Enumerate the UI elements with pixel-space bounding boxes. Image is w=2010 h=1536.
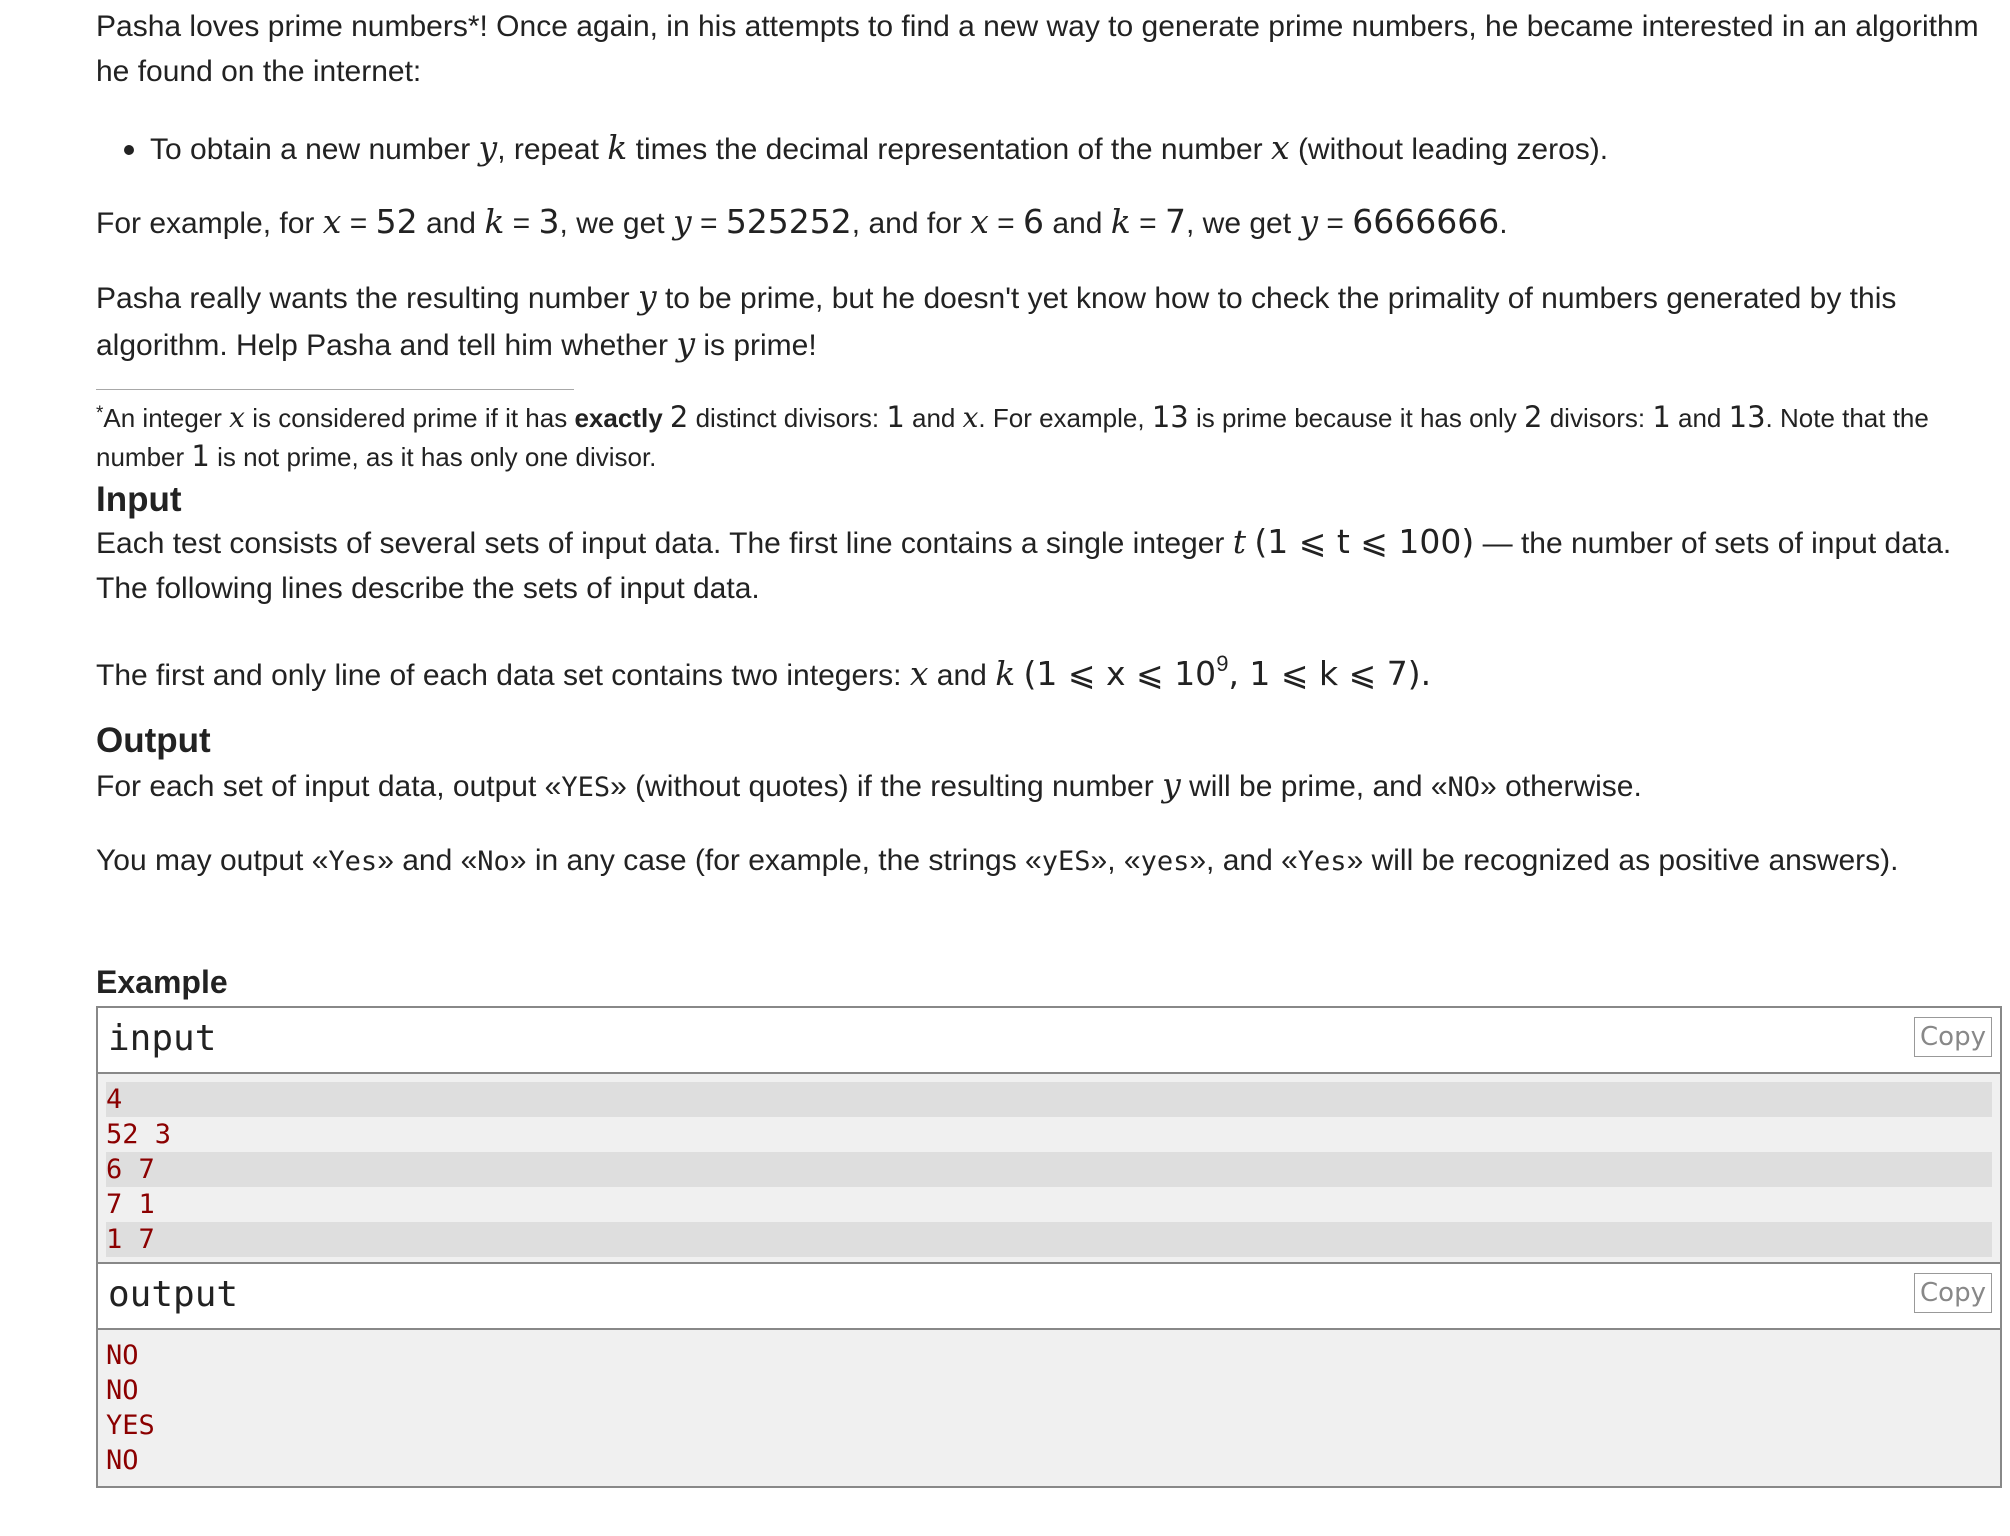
output-paragraph-1: For each set of input data, output «YES» (without quotes) if the resulting number y will be prime, and «NO» otherwise. (96, 765, 1642, 804)
input-line: 52 3 (106, 1117, 1992, 1152)
question-paragraph: Pasha really wants the resulting number y to be prime, but he doesn't yet know how to check the primality of numbers generated by this algorithm. Help Pasha and tell him whether y is prime! (96, 277, 1897, 363)
example-input-box (96, 1006, 2002, 1267)
example-output-content[interactable] (98, 1330, 2000, 1486)
example-output-box (96, 1262, 2002, 1488)
input-line: 7 1 (106, 1187, 1992, 1222)
intro-text: Pasha loves prime numbers*! Once again, in his attempts to find a new way to generate prime numbers, he became interested in an algorithm he found on the internet: (96, 10, 1979, 88)
input-section (96, 480, 2002, 520)
input-line: 6 7 (106, 1152, 1992, 1187)
footnote-divider (96, 389, 574, 390)
input-line: 1 7 (106, 1222, 1992, 1257)
input-title: Input (96, 480, 182, 519)
output-line: YES (106, 1408, 1992, 1443)
input-paragraph-2: The first and only line of each data set contains two integers: x and k (1 ⩽ x ⩽ $10^9$, 1 ⩽ k ⩽ 7). (96, 651, 1432, 693)
example-input-header (98, 1008, 2000, 1074)
output-title: Output (96, 721, 211, 760)
output-paragraph-2: You may output «Yes» and «No» in any case (for example, the strings «yES», «yes», and «Yes» will be recognized as positive answers). (96, 844, 1899, 877)
output-line: NO (106, 1373, 1992, 1408)
copy-input-button[interactable]: Copy (1914, 1017, 1992, 1057)
output-section (96, 721, 2002, 761)
example-title: Example (96, 964, 228, 1000)
algorithm-bullet: To obtain a new number y, repeat k times the decimal representation of the number x (without leading zeros). (150, 125, 1608, 172)
example-output-header (98, 1264, 2000, 1330)
example-input-label: input (108, 1018, 217, 1059)
bullet-dot-icon (124, 145, 134, 155)
example-input-content[interactable] (98, 1074, 2000, 1265)
output-line: NO (106, 1338, 1992, 1373)
output-line: NO (106, 1443, 1992, 1478)
input-line: 4 (106, 1082, 1992, 1117)
input-paragraph-1: Each test consists of several sets of input data. The first line contains a single integer t (1 ⩽ t ⩽ 100) — the number of sets of input data. The following lines describe the sets of input data. (96, 522, 1952, 605)
example-sentence: For example, for x = 52 and k = 3, we get y = 525252, and for x = 6 and k = 7, we get y = 6666666. (96, 202, 1508, 241)
footnote: *An integer x is considered prime if it has exactly 2 distinct divisors: 1 and x. For example, 13 is prime because it has only 2 divisors: 1 and 13. Note that the number 1 is not prime, as it has only one divisor. (96, 400, 1929, 473)
copy-output-button[interactable]: Copy (1914, 1273, 1992, 1313)
intro-paragraph (96, 4, 2002, 94)
example-output-label: output (108, 1274, 239, 1315)
